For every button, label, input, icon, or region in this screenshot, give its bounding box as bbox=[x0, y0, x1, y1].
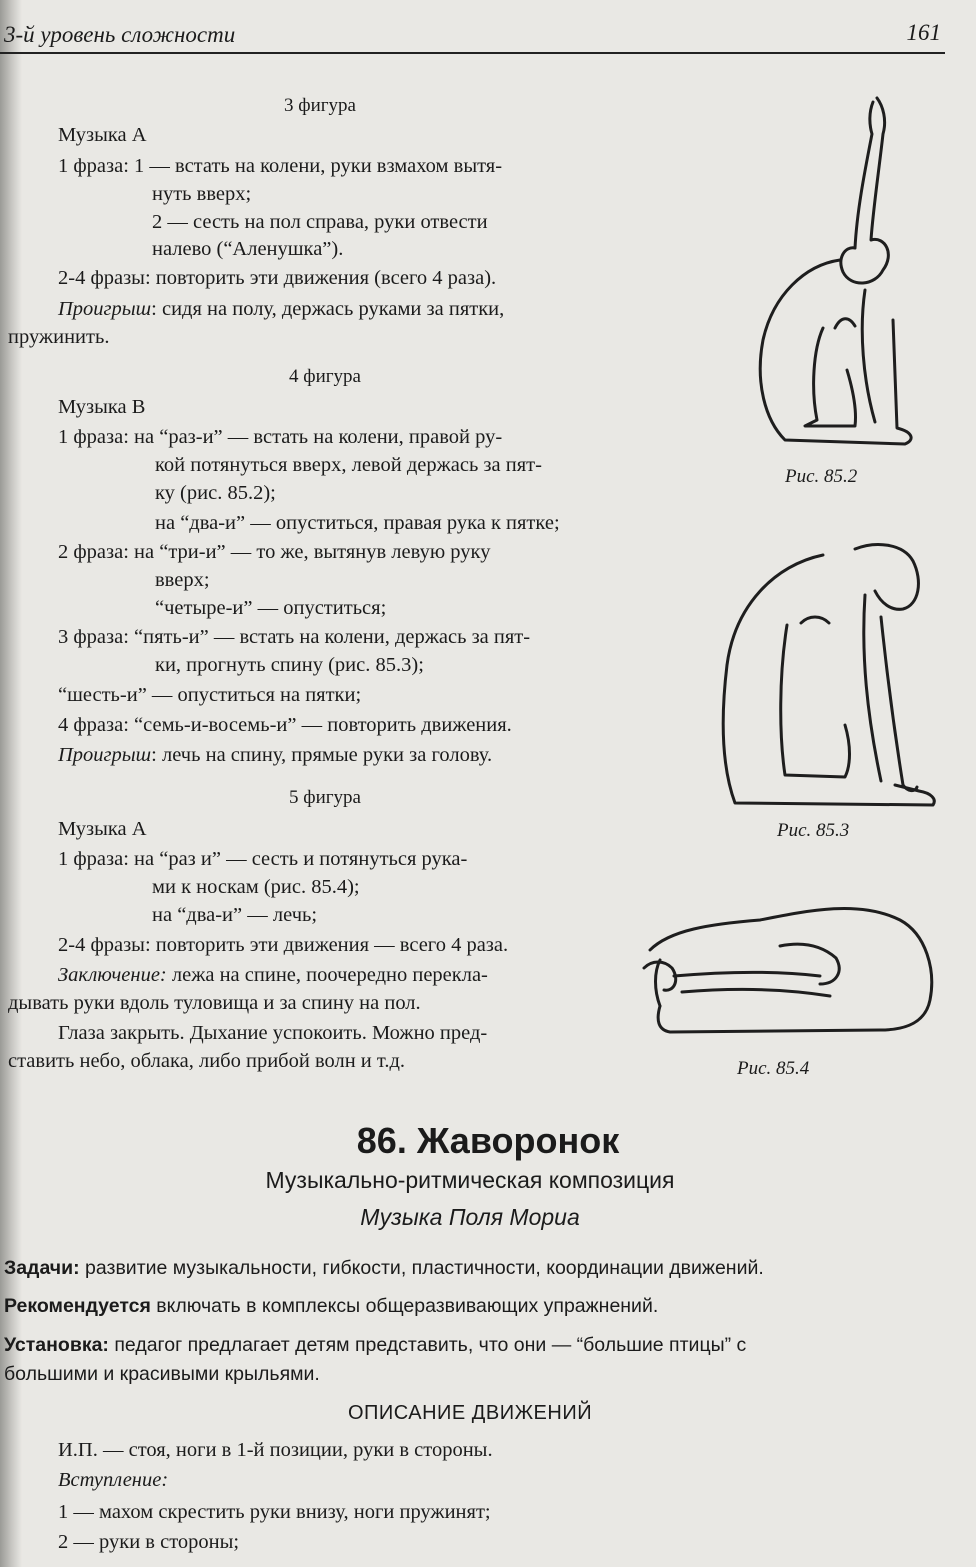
tasks-paragraph bbox=[4, 1257, 764, 1280]
recommendation-text: включать в комплексы общеразвивающих упражнений. bbox=[150, 1295, 659, 1317]
fig4-interlude-text: : лечь на спину, прямые руки за голову. bbox=[151, 744, 493, 766]
setup-paragraph bbox=[4, 1334, 746, 1357]
fig4-line: на “два-и” — опуститься, правая рука к пятке; bbox=[155, 512, 560, 534]
fig4-line: ку (рис. 85.2); bbox=[155, 482, 276, 504]
setup-text: педагог предлагает детям представить, что они — “большие птицы” с bbox=[108, 1334, 747, 1356]
fig5-line: дывать руки вдоль туловища и за спину на пол. bbox=[8, 992, 421, 1014]
running-title: 3-й уровень сложности bbox=[4, 22, 236, 47]
caption-85-3: Рис. 85.3 bbox=[777, 820, 850, 841]
setup-label: Установка: bbox=[4, 1334, 109, 1356]
book-spine-shadow bbox=[0, 0, 22, 1567]
step-line: 2 — руки в стороны; bbox=[58, 1531, 240, 1553]
section-music: Музыка Поля Мориа bbox=[360, 1204, 580, 1230]
tasks-label: Задачи: bbox=[4, 1257, 80, 1279]
section-subtitle: Музыкально-ритмическая композиция bbox=[265, 1167, 675, 1193]
fig3-line: 2 — сесть на пол справа, руки отвести bbox=[152, 211, 488, 233]
fig5-line bbox=[58, 962, 488, 988]
conclusion-label: Заключение: bbox=[58, 964, 167, 986]
caption-85-4: Рис. 85.4 bbox=[737, 1058, 810, 1079]
figure-3-heading: 3 фигура bbox=[284, 95, 356, 116]
description-heading: ОПИСАНИЕ ДВИЖЕНИЙ bbox=[347, 1402, 593, 1424]
fig4-line: 4 фраза: “семь-и-восемь-и” — повторить движения. bbox=[58, 714, 512, 736]
setup-paragraph-cont: большими и красивыми крыльями. bbox=[4, 1363, 320, 1385]
intro-label: Вступление: bbox=[58, 1469, 169, 1491]
fig4-line: 1 фраза: на “раз-и” — встать на колени, правой ру- bbox=[58, 426, 503, 448]
page-number: 161 bbox=[906, 20, 941, 45]
fig4-line: 3 фраза: “пять-и” — встать на колени, держась за пят- bbox=[58, 626, 531, 648]
fig4-line: “четыре-и” — опуститься; bbox=[155, 597, 387, 619]
tasks-text: развитие музыкальности, гибкости, пластичности, координации движений. bbox=[79, 1257, 764, 1279]
fig3-music: Музыка А bbox=[58, 124, 147, 146]
fig5-line: Глаза закрыть. Дыхание успокоить. Можно пред- bbox=[58, 1022, 488, 1044]
fig3-line: пружинить. bbox=[8, 326, 110, 348]
fig4-music: Музыка В bbox=[58, 396, 146, 418]
fig3-line: нуть вверх; bbox=[152, 183, 252, 205]
fig4-line: кой потянуться вверх, левой держась за пят- bbox=[155, 454, 542, 476]
fig3-line: налево (“Аленушка”). bbox=[152, 238, 344, 260]
fig5-line: 1 фраза: на “раз и” — сесть и потянуться рука- bbox=[58, 848, 468, 870]
fig3-interlude-text: : сидя на полу, держась руками за пятки, bbox=[151, 298, 505, 320]
caption-85-2: Рис. 85.2 bbox=[785, 466, 858, 487]
fig4-line bbox=[58, 742, 492, 768]
recommendation-label: Рекомендуется bbox=[4, 1295, 151, 1317]
fig4-line: ки, прогнуть спину (рис. 85.3); bbox=[155, 654, 424, 676]
figure-5-heading: 5 фигура bbox=[289, 787, 361, 808]
fig5-line: ми к носкам (рис. 85.4); bbox=[152, 876, 360, 898]
figure-85-4-illustration bbox=[630, 880, 950, 1050]
initial-position: И.П. — стоя, ноги в 1-й позиции, руки в стороны. bbox=[58, 1439, 493, 1461]
fig4-line: “шесть-и” — опуститься на пятки; bbox=[58, 684, 362, 706]
section-title: 86. Жаворонок bbox=[356, 1120, 620, 1161]
figure-85-3-illustration bbox=[705, 535, 945, 820]
interlude-label: Проигрыш bbox=[58, 298, 152, 320]
page-header bbox=[0, 18, 945, 54]
fig5-line: ставить небо, облака, либо прибой волн и т.д. bbox=[8, 1050, 405, 1072]
fig4-line: 2 фраза: на “три-и” — то же, вытянув левую руку bbox=[58, 541, 491, 563]
interlude-label: Проигрыш bbox=[58, 744, 152, 766]
fig5-line: на “два-и” — лечь; bbox=[152, 904, 318, 926]
figure-85-2-illustration bbox=[745, 90, 945, 460]
recommendation-paragraph bbox=[4, 1295, 658, 1318]
fig5-line: 2-4 фразы: повторить эти движения — всего 4 раза. bbox=[58, 934, 509, 956]
fig3-line: 1 фраза: 1 — встать на колени, руки взмахом вытя- bbox=[58, 155, 503, 177]
conclusion-text: лежа на спине, поочередно перекла- bbox=[166, 964, 488, 986]
step-line: 1 — махом скрестить руки внизу, ноги пружинят; bbox=[58, 1501, 491, 1523]
fig3-line bbox=[58, 296, 504, 322]
fig5-music: Музыка А bbox=[58, 818, 147, 840]
figure-4-heading: 4 фигура bbox=[289, 366, 361, 387]
fig4-line: вверх; bbox=[155, 569, 210, 591]
fig3-line: 2-4 фразы: повторить эти движения (всего 4 раза). bbox=[58, 267, 497, 289]
